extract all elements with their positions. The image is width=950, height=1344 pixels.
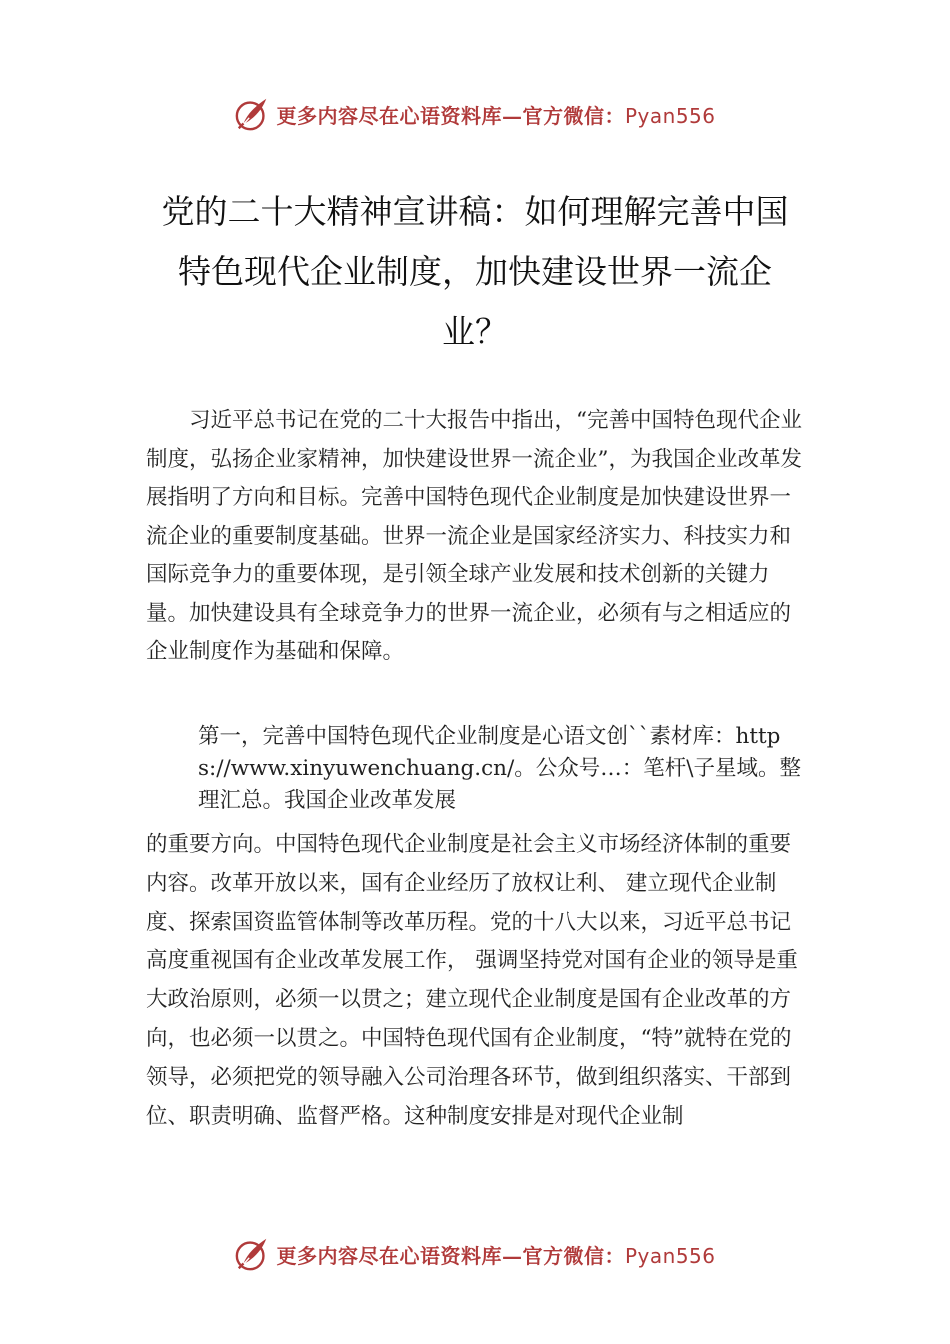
paragraph-intro: 习近平总书记在党的二十大报告中指出，“完善中国特色现代企业制度，弘扬企业家精神，加快建设世界一流企业”，为我国企业改革发展指明了方向和目标。完善中国特色现代企业制度是加快建设世界一流企业的重要制度基础。世界一流企业是国家经济实力、科技实力和国际竞争力的重要体现，是引领全球产业发展和技术创新的关键力量。加快建设具有全球竞争力的世界一流企业，必须有与之相适应的企业制度作为基础和保障。 — [146, 408, 802, 664]
banner-text: 更多内容尽在心语资料库—官方微信：Pyan556 — [276, 103, 716, 128]
wechat-id: Pyan556 — [624, 1243, 716, 1268]
paragraph-first-point: 第一，完善中国特色现代企业制度是心语文创``素材库：https://www.xinyuwenchuang.cn/。公众号…：笔杆\子星域。整理汇总。我国企业改革发展 — [198, 724, 801, 813]
paragraph-continuation: 的重要方向。中国特色现代企业制度是社会主义市场经济体制的重要内容。改革开放以来，国有企业经历了放权让利、 建立现代企业制度、探索国资监管体制等改革历程。党的十八大以来，习近平总书记高度重视国有企业改革发展工作， 强调坚持党对国有企业的领导是重大政治原则，必须一以贯之；建立现代企业制度是国有企业改革的方向，也必须一以贯之。中国特色现代国有企业制度，“特”就特在党的领导，必须把党的领导融入公司治理各环节，做到组织落实、干部到位、职责明确、监督严格。这种制度安排是对现代企业制 — [146, 832, 798, 1129]
wechat-id: Pyan556 — [624, 103, 716, 128]
quill-logo-icon — [234, 1235, 272, 1273]
footer-banner — [0, 1232, 950, 1276]
header-banner — [0, 92, 950, 136]
document-title: 党的二十大精神宣讲稿：如何理解完善中国特色现代企业制度，加快建设世界一流企业？ — [161, 192, 789, 351]
quill-logo-icon — [234, 95, 272, 133]
banner-text: 更多内容尽在心语资料库—官方微信：Pyan556 — [276, 1243, 716, 1268]
